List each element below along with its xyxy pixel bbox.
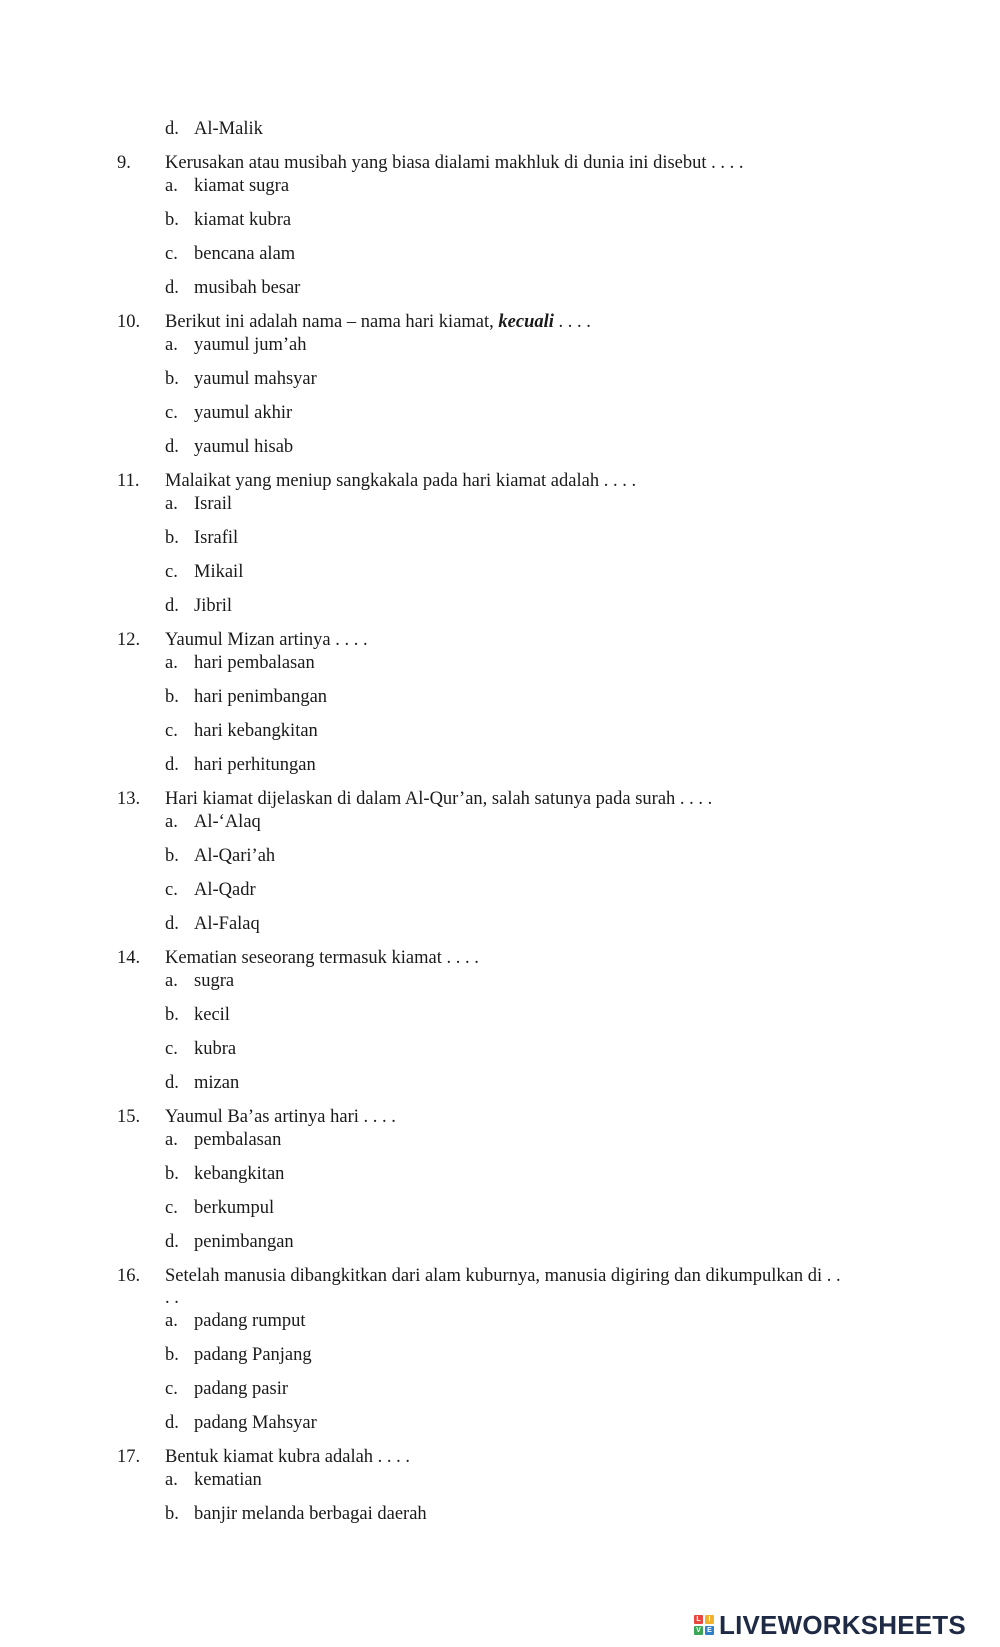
option-text: padang Mahsyar [194,1413,317,1433]
option-text: pembalasan [194,1130,282,1150]
question-number: 15. [117,1107,141,1127]
logo-icon-cell: I [705,1615,714,1624]
option-text: hari pembalasan [194,653,315,673]
question-text-before: Berikut ini adalah nama – nama hari kiamat, [165,312,499,332]
liveworksheets-logo [694,1608,966,1642]
option-letter: a. [165,176,178,196]
option-letter: d. [165,914,179,934]
option-text: hari penimbangan [194,687,328,707]
option-letter: b. [165,369,179,389]
question-text: Bentuk kiamat kubra adalah . . . . [165,1447,411,1467]
question-text: Yaumul Mizan artinya . . . . [165,630,368,650]
option-text: Mikail [194,562,244,582]
option-letter: c. [165,1379,178,1399]
option-text: Al-‘Alaq [194,812,261,832]
question-text-continuation: . . [165,1288,179,1308]
option-letter: c. [165,721,178,741]
logo-icon-cell: V [694,1626,703,1635]
option-letter: b. [165,1164,179,1184]
option-letter: c. [165,880,178,900]
question-number: 14. [117,948,141,968]
question-number: 11. [117,471,140,491]
question-text: Hari kiamat dijelaskan di dalam Al-Qur’an, salah satunya pada surah . . . . [165,789,713,809]
liveworksheets-logo-icon [694,1615,714,1635]
option-letter: c. [165,562,178,582]
question-number: 13. [117,789,141,809]
liveworksheets-logo-text: LIVEWORKSHEETS [719,1609,966,1640]
question-text-emphasis: kecuali [498,312,554,332]
option-letter: b. [165,1504,179,1524]
option-text: hari perhitungan [194,755,316,775]
option-letter: d. [165,755,179,775]
option-letter: c. [165,1198,178,1218]
logo-icon-cell: E [705,1626,714,1635]
option-letter: b. [165,528,179,548]
question-text: Kematian seseorang termasuk kiamat . . . . [165,948,479,968]
option-text: yaumul mahsyar [194,369,317,389]
option-letter: b. [165,1345,179,1365]
question-number: 9. [117,153,131,173]
option-text: banjir melanda berbagai daerah [194,1504,427,1524]
option-letter: a. [165,1470,178,1490]
question-text [165,311,591,333]
option-text: bencana alam [194,244,296,264]
question-text-after: . . . . [553,312,591,332]
option-letter: d. [165,278,179,298]
option-letter: d. [165,596,179,616]
option-letter: d. [165,1073,179,1093]
option-text: kematian [194,1470,262,1490]
option-letter: c. [165,1039,178,1059]
logo-icon-cell: L [694,1615,703,1624]
option-text: berkumpul [194,1198,275,1218]
option-letter: a. [165,494,178,514]
option-text: mizan [194,1073,240,1093]
option-text: padang rumput [194,1311,306,1331]
question-text: Malaikat yang meniup sangkakala pada hari kiamat adalah . . . . [165,471,637,491]
option-letter: b. [165,687,179,707]
question-number: 16. [117,1266,141,1286]
option-letter: d. [165,437,179,457]
option-letter: a. [165,812,178,832]
option-text: Israil [194,494,233,514]
option-text: yaumul akhir [194,403,293,423]
question-text: Setelah manusia dibangkitkan dari alam kuburnya, manusia digiring dan dikumpulkan di . . [165,1266,841,1286]
option-letter: d. [165,1232,179,1252]
option-letter: a. [165,971,178,991]
question-text: Kerusakan atau musibah yang biasa dialami makhluk di dunia ini disebut . . . . [165,153,744,173]
option-letter: a. [165,1130,178,1150]
option-letter: a. [165,1311,178,1331]
option-text: yaumul hisab [194,437,294,457]
option-letter: d. [165,119,179,139]
option-text: Al-Falaq [194,914,260,934]
question-number: 10. [117,312,141,332]
question-number: 12. [117,630,141,650]
option-text: yaumul jum’ah [194,335,307,355]
option-letter: b. [165,210,179,230]
option-text: padang Panjang [194,1345,312,1365]
option-text: kebangkitan [194,1164,285,1184]
option-text: musibah besar [194,278,301,298]
option-text: kiamat sugra [194,176,290,196]
option-text: Al-Qari’ah [194,846,276,866]
option-letter: d. [165,1413,179,1433]
question-number: 17. [117,1447,141,1467]
option-letter: c. [165,244,178,264]
option-text: Al-Malik [194,119,263,139]
option-text: padang pasir [194,1379,289,1399]
question-text: Yaumul Ba’as artinya hari . . . . [165,1107,396,1127]
option-text: kiamat kubra [194,210,292,230]
option-text: Jibril [194,596,233,616]
option-text: kecil [194,1005,230,1025]
option-text: Al-Qadr [194,880,256,900]
option-text: Israfil [194,528,239,548]
option-letter: b. [165,846,179,866]
option-text: hari kebangkitan [194,721,318,741]
option-letter: a. [165,653,178,673]
option-text: penimbangan [194,1232,294,1252]
option-letter: b. [165,1005,179,1025]
option-letter: c. [165,403,178,423]
option-text: kubra [194,1039,237,1059]
option-text: sugra [194,971,235,991]
option-letter: a. [165,335,178,355]
